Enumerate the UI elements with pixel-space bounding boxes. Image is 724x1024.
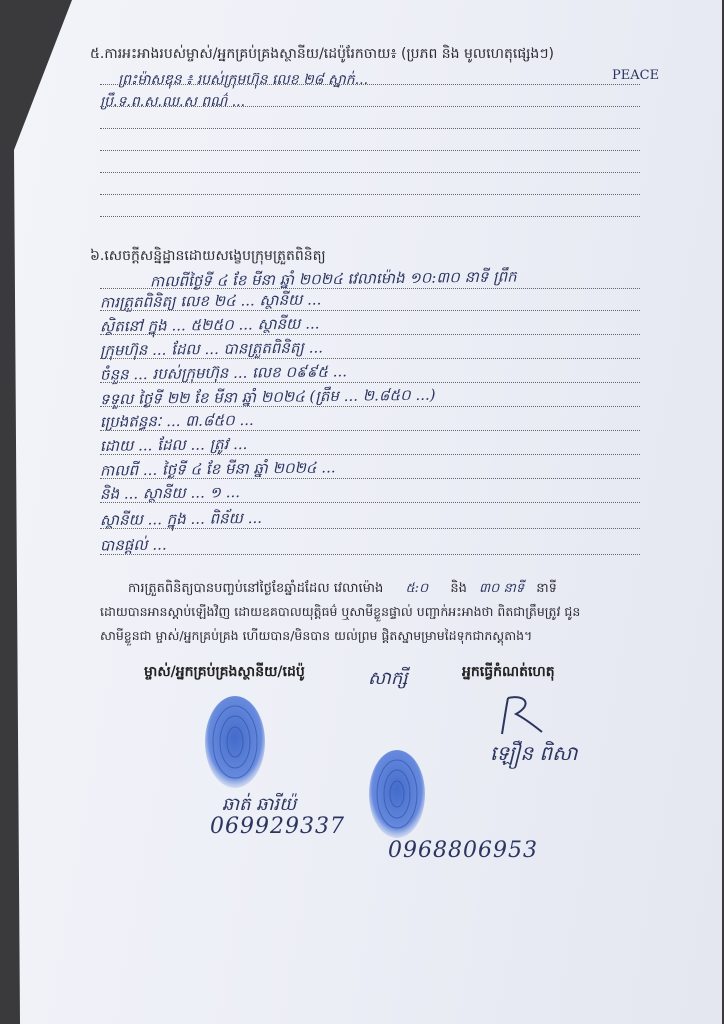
witness-phone: 0968806953 xyxy=(388,838,538,863)
dotted-line xyxy=(100,334,640,335)
section6-handwriting-line: ទទួល ថ្ងៃទី ២២ ខែ មីនា ឆ្នាំ ២០២៤ (ត្រឹម ... ២.៨៥០ ...) xyxy=(99,385,436,409)
section6-handwriting-line: បានផ្តល់ ... xyxy=(99,535,167,555)
officer-signature-label: អ្នកធ្វើកំណត់ហេតុ xyxy=(462,664,555,680)
section6-handwriting-line: កាលពី ... ថ្ងៃទី ៤ ខែ មីនា ឆ្នាំ ២០២៤ ... xyxy=(99,458,336,480)
section6-handwriting-line: ចំនួន ... របស់ក្រុមហ៊ុន ... លេខ ០៩៩៥ ... xyxy=(99,362,348,384)
owner-signature-label: ម្ចាស់/អ្នកគ្រប់គ្រងស្ថានីយ/ដេប៉ូ xyxy=(144,664,305,680)
closing-line1-suffix: នាទី xyxy=(536,581,557,596)
closing-line2: ដោយបានអានស្តាប់ឡើងវិញ ដោយឧគបាលយុត្តិធម៌ ឬសាមីខ្លួនផ្ទាល់ បញ្ជាក់អះអាងថា ពិតជាត្រឹមត្រូវ ជូន xyxy=(100,604,581,619)
dotted-line xyxy=(100,216,640,217)
owner-phone: 069929337 xyxy=(210,814,345,839)
dotted-line xyxy=(100,406,640,407)
closing-line1 xyxy=(128,580,557,599)
witness-signature-label: សាក្សី xyxy=(368,668,408,689)
closing-line3: សាមីខ្លួនជា ម្ចាស់/អ្នកគ្រប់គ្រង ហើយបាន/មិនបាន យល់ព្រម ផ្តិតស្នាមម្រាមដៃទុកជាភស្តុតាង។ xyxy=(100,628,533,643)
section6-handwriting-line: ស្ថិតនៅ ក្នុង ... ៥២៥០ ... ស្ថានីយ ... xyxy=(99,314,320,336)
dotted-line xyxy=(100,528,640,529)
section6-handwriting-line: ក្រុមហ៊ុន ... ដែល ... បានត្រួតពិនិត្យ ... xyxy=(99,338,324,360)
dotted-line xyxy=(100,150,640,151)
dotted-line xyxy=(100,502,640,503)
owner-name: ឆាត់ ឆារីយ៉ xyxy=(222,794,297,815)
officer-signature xyxy=(494,692,554,742)
dotted-line xyxy=(100,172,640,173)
section6-handwriting-line: ដោយ ... ដែល ... ត្រូវ ... xyxy=(99,434,248,456)
dotted-line xyxy=(100,106,640,107)
section5-handwriting-line2: ប្រឹ.ទ.ព.ស.ឈ.ស ពណ៌ ... xyxy=(100,94,246,110)
dotted-line xyxy=(100,454,640,455)
dotted-line xyxy=(100,84,640,85)
dotted-line xyxy=(100,430,640,431)
closing-time-minute: ៣០ នាទី xyxy=(479,581,525,596)
owner-fingerprint xyxy=(200,692,270,792)
witness-fingerprint xyxy=(364,746,430,842)
section6-handwriting-line: និង ... ស្ថានីយ ... ១ ... xyxy=(99,483,241,503)
closing-line1-prefix: ការត្រួតពិនិត្យបានបញ្ចប់នៅថ្ងៃខែឆ្នាំដដែល វេលាម៉ោង xyxy=(128,581,384,596)
dotted-line xyxy=(100,128,640,129)
dotted-line xyxy=(100,554,640,555)
section6-handwriting-line: កាលពីថ្ងៃទី ៤ ខែ មីនា ឆ្នាំ ២០២៤ វេលាម៉ោង ១០:៣០ នាទី ព្រឹក xyxy=(149,267,517,291)
section6-heading: ៦.សេចក្តីសន្និដ្ឋានដោយសង្ខេបក្រុមត្រួតពិនិត្យ xyxy=(90,248,326,264)
dotted-line xyxy=(100,478,640,479)
dotted-line xyxy=(100,194,640,195)
dotted-line xyxy=(100,358,640,359)
dotted-line xyxy=(100,310,640,311)
closing-time-hour: ៥:០ xyxy=(405,581,429,596)
officer-name: ឡឿន ពិសា xyxy=(490,741,578,765)
section5-heading: ៥.ការអះអាងរបស់ម្ចាស់/អ្នកគ្រប់គ្រងស្ថានីយ/ដេប៉ូរែកចាយ៖ (ប្រភព និង មូលហេតុផ្សេងៗ) xyxy=(90,46,554,62)
closing-line1-mid: និង xyxy=(450,581,467,596)
dotted-line xyxy=(100,288,640,289)
section6-handwriting-line: ប្រេងឥន្ធនៈ ... ៣.៨៥០ ... xyxy=(99,410,254,432)
section6-handwriting-line: ការត្រួតពិនិត្យ លេខ ២៤ ... ស្ថានីយ ... xyxy=(99,290,322,312)
section6-handwriting-line: ស្ថានីយ ... ក្នុង ... ពិន័យ ... xyxy=(99,508,263,530)
section5-handwriting-line1: ព្រះម៉ាសឌុន ៖ របស់ក្រុមហ៊ុន លេខ ២៨ ស្នាក់... xyxy=(118,72,369,88)
dotted-line xyxy=(100,382,640,383)
section5-handwriting-latin: PEACE xyxy=(612,68,660,83)
